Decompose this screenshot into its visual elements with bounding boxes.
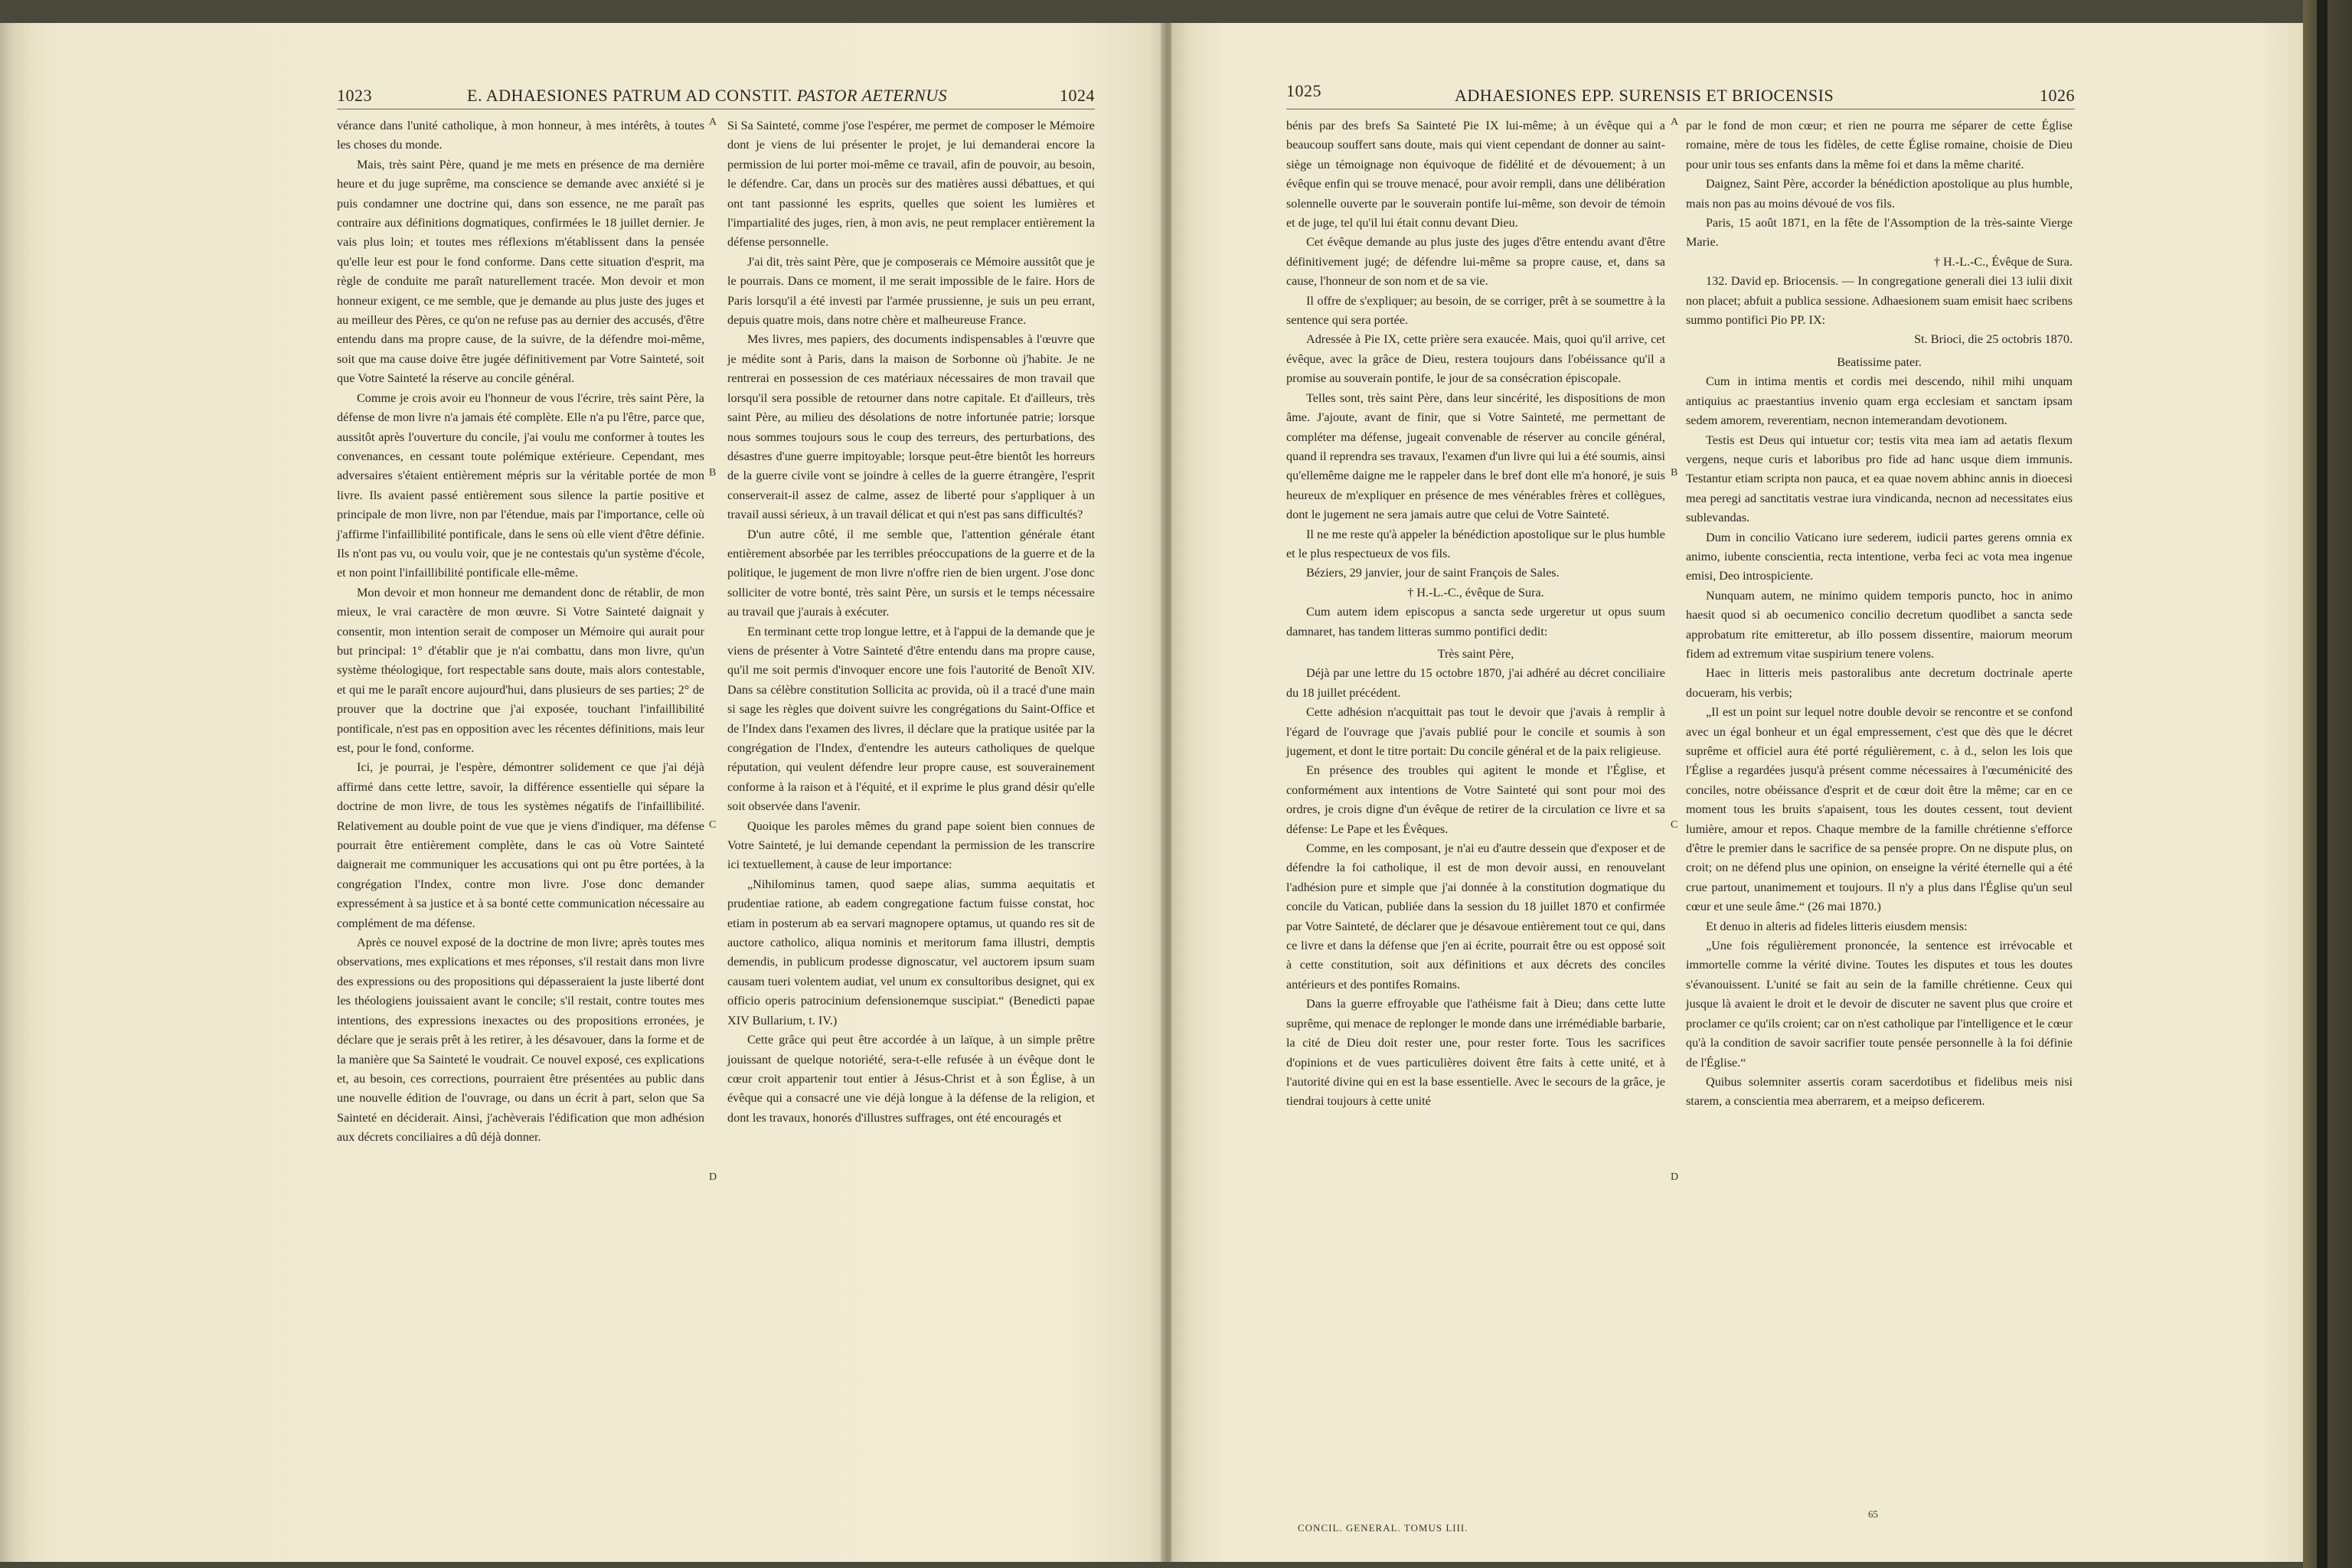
left-header-page-number-b: 1024 [1060, 86, 1095, 105]
paragraph: Daignez, Saint Père, accorder la bénédiction apostolique au plus humble, mais non pas au moins dévoué de vos fils. [1686, 177, 2073, 211]
right-page [1171, 23, 2303, 1562]
paragraph: Haec in litteris meis pastoralibus ante decretum doctrinale aperte docueram, his verbis; [1686, 666, 2073, 700]
paragraph: „Nihilominus tamen, quod saepe alias, summa aequitatis et prudentiae ratione, ab eadem congregatione factum fuisse constat, hoc etiam in posterum ab ea servari magnopere optamus, ut quando res sit de auctore catholico, aliqua nominis et meritorum fama illustri, demptis demendis, in publicum prodesse dignoscatur, vel auctorem ipsum suam causam tueri volentem audiat, vel unum ex consultoribus designet, qui ex officio operis patrocinium defensionemque suscipiat.“ (Benedicti papae XIV Bullarium, t. IV.) [727, 877, 1095, 1027]
paragraph: Nunquam autem, ne minimo quidem temporis puncto, hoc in animo haesit quod si ab oecumenico concilio decretum quodlibet a sancta sede approbatum rite emitteretur, ab illo possem dissentire, maiorum meorum fidem ad extremum vitae suspirium tenere volens. [1686, 588, 2073, 661]
paragraph: En présence des troubles qui agitent le monde et l'Église, et conformément aux intentions de Votre Sainteté qui sont pour moi des ordres, je crois digne d'un évêque de retirer de la circulation ce livre et sa défense: Le Pape et les Évêques. [1286, 763, 1665, 836]
paragraph: Quoique les paroles mêmes du grand pape soient bien connues de Votre Sainteté, je lui demande cependant la permission de les transcrire ici textuellement, à cause de leur importance: [727, 818, 1095, 872]
paragraph: En terminant cette trop longue lettre, et à l'appui de la demande que je viens de présenter à Votre Sainteté d'être entendu dans ma propre cause, qu'il me soit permis d'invoquer encore une fois l'autorité de Benoît XIV. Dans sa célèbre constitution Sollicita ac provida, où il a tracé d'une main si sage les règles que doivent suivre les congrégations du Saint-Office et de l'Index dans l'examen des livres, il déclare que la pratique usitée par la congrégation de l'Index, d'entendre les auteurs catholiques de quelque réputation, qui veulent défendre leur propre cause, est souverainement conforme à la raison et à l'équité, et il exprime le plus grand désir qu'elle soit observée dans l'avenir. [727, 624, 1095, 814]
paragraph: bénis par des brefs Sa Sainteté Pie IX lui-même; à un évêque qui a beaucoup souffert sans doute, mais qui vient cependant de donner au saint-siège un témoignage non équivoque de fidélité et de dévouement; à un évêque enfin qui se trouve menacé, pour avoir rempli, dans une délibération solennelle ouverte par le souverain pontife lui-même, son devoir de témoin et de juge, tel qu'il lui était connu devant Dieu. [1286, 119, 1665, 230]
paragraph: „Il est un point sur lequel notre double devoir se rencontre et se confond avec un égal bonheur et un égal empressement, c'est que dès que le décret suprême et officiel aura été porté régulièrement, c. à d., selon les lois que l'Église a regardées jusqu'à présent comme nécessaires à l'œcuménicité des conciles, notre obéissance d'esprit et de cœur doit être la même; car en ce moment tous les bruits s'apaisent, tous les doutes cessent, tout devient lumière, amour et repos. Chaque membre de la famille chrétienne s'efforce d'être le premier dans le sacrifice de sa pensée propre. On ne dispute plus, on croit; on ne défend plus une opinion, on enseigne la vérité éternelle qui a été crue partout, unanimement et toujours. Il n'y a plus dans l'Église qu'un seul cœur et une seule âme.“ (26 mai 1870.) [1686, 705, 2073, 914]
left-header-title-text: E. ADHAESIONES PATRUM AD CONSTIT. [467, 86, 792, 105]
paragraph: Béziers, 29 janvier, jour de saint François de Sales. [1306, 566, 1560, 580]
paragraph: Après ce nouvel exposé de la doctrine de mon livre; après toutes mes observations, mes explications et mes réponses, s'il restait dans mon livre des expressions ou des propositions qui dépasseraient la juste liberté dont les théologiens jouissaient avant le concile; s'il restait, contre toutes mes intentions, des expressions inexactes ou des propositions erronées, je déclare que je serais prêt à les retirer, à les désavouer, dans la forme et de la manière que Sa Sainteté le voudrait. Ce nouvel exposé, ces explications et, au besoin, ces corrections, pourraient être présentées au public dans une nouvelle édition de l'ouvrage, ou dans un écrit à part, selon que Sa Sainteté en déciderait. Ainsi, j'achèverais l'édification que mon adhésion aux décrets conciliaires a dû déjà donner. [337, 936, 704, 1145]
paragraph: vérance dans l'unité catholique, à mon honneur, à mes intérêts, à toutes les choses du monde. [337, 119, 704, 152]
left-header-page-number-a: 1023 [337, 86, 372, 105]
paragraph: Comme je crois avoir eu l'honneur de vous l'écrire, très saint Père, la défense de mon livre n'a jamais été complète. Elle n'a pu l'être, parce que, aussitôt après l'ouverture du concile, j'ai voulu me conformer à toutes les convenances, en cessant toute polémique extérieure. Cependant, mes adversaires s'étaient entièrement mépris sur la véritable portée de mon livre. Ils avaient passé entièrement sous silence la partie positive et principale de mon livre, non par l'étendue, mais par l'importance, celle où j'affirme l'infaillibilité pontificale, dans le sens où elle vient d'être définie. Ils n'ont pas vu, ou voulu voir, que je ne contestais qu'un système d'école, et non point l'infaillibilité pontificale elle-même. [337, 390, 704, 580]
paragraph: „Une fois régulièrement prononcée, la sentence est irrévocable et immortelle comme la vérité divine. Toutes les disputes et tous les doutes s'évanouissent. L'unité se fait au sein de la famille chrétienne. Ceux qui jusque là avaient le droit et le devoir de discuter ne savent plus que croire et proclamer ce qu'ils croient; car on n'est catholique par l'intelligence et le cœur qu'à la condition de savoir sacrifier toute pensée personnelle à la foi définie de l'Église.“ [1686, 939, 2073, 1070]
paragraph: Telles sont, très saint Père, dans leur sincérité, les dispositions de mon âme. J'ajoute, avant de finir, que si Votre Sainteté, me permettant de compléter ma défense, jugeait convenable de réserver au concile général, quand il reprendra ses travaux, l'examen d'un livre qui lui a été soumis, ainsi qu'ellemême daigne me le rappeler dans le bref dont elle m'a honoré, je suis heureux de m'expliquer en présence de mes vénérables frères et collègues, dont le jugement ne sera jamais autre que celui de Votre Sainteté. [1286, 390, 1665, 522]
paragraph: Cet évêque demande au plus juste des juges d'être entendu avant d'être définitivement jugé; de défendre lui-même sa propre cause, et, dans sa cause, l'honneur de son nom et de sa vie. [1286, 235, 1665, 289]
paragraph: J'ai dit, très saint Père, que je composerais ce Mémoire aussitôt que je le pourrais. Dans ce moment, il me serait impossible de le faire. Hors de Paris lorsqu'il a été investi par l'armée prussienne, je suis un peu errant, depuis quatre mois, dans notre chère et malheureuse France. [727, 254, 1095, 328]
paragraph: D'un autre côté, il me semble que, l'attention générale étant entièrement absorbée par les terribles préoccupations de la guerre et de la politique, le jugement de mon livre n'offre rien de bien urgent. J'ose donc solliciter de votre bonté, très saint Père, un sursis et le temps nécessaire au travail que j'aurais à exécuter. [727, 527, 1095, 619]
paragraph: Mais, très saint Père, quand je me mets en présence de ma dernière heure et du juge suprême, ma conscience se demande avec anxiété si je puis condamner une doctrine qui, dans son essence, ne me paraît pas contraire aux définitions dogmatiques, confirmées le 18 juillet dernier. Je vais plus loin; et toutes mes réflexions m'établissent dans la pensée qu'elle leur est pour le fond conforme. Dans cette situation d'esprit, ma règle de conduite me paraît naturellement tracée. Mon devoir et mon honneur exigent, ce me semble, que je demande au plus juste des juges et au meilleur des Pères, ce qu'on ne refuse pas au dernier des accusés, d'être entendu dans ma propre cause, de la suivre, de la défendre moi-même, soit que ma cause doive être jugée définitivement par Votre Sainteté, soit que Votre Sainteté la réserve au concile général. [337, 157, 705, 386]
margin-letter-b: B [709, 467, 717, 479]
right-page-footer: CONCIL. GENERAL. TOMUS LIII. [1298, 1522, 1468, 1534]
paragraph: Paris, 15 août 1871, en la fête de l'Assomption de la très-sainte Vierge Marie. [1686, 216, 2073, 250]
salutation: Très saint Père, [1437, 646, 1514, 661]
paragraph: Comme, en les composant, je n'ai eu d'autre dessein que d'exposer et de défendre la foi catholique, il est de mon devoir aussi, en renouvelant l'adhésion pure et simple que j'ai donnée à la constitution dogmatique du concile du Vatican, publiée dans la session du 18 juillet 1870 et confirmée par Votre Sainteté, de déclarer que je désavoue entièrement tout ce qui, dans ce livre et dans la défense que j'en ai écrite, pourrait être ou est opposé soit à cette constitution, soit aux définitions et aux décrets des conciles antérieurs et des pontifes Romains. [1286, 841, 1665, 991]
paragraph: Déjà par une lettre du 15 octobre 1870, j'ai adhéré au décret conciliaire du 18 juillet précédent. [1286, 666, 1665, 700]
left-header-title-italic: PASTOR AETERNUS [796, 86, 948, 105]
right-page-column-1 [1286, 116, 1665, 1112]
paragraph: Il offre de s'expliquer; au besoin, de se corriger, prêt à se soumettre à la sentence qui sera portée. [1286, 293, 1665, 328]
paragraph: Cum autem idem episcopus a sancta sede urgeretur ut opus suum damnaret, has tandem litteras summo pontifici dedit: [1286, 605, 1665, 639]
book-fore-edge [2303, 0, 2352, 1568]
left-page-column-1 [337, 116, 704, 1148]
right-margin-letter-d: D [1671, 1171, 1679, 1183]
paragraph: Ici, je pourrai, je l'espère, démontrer solidement ce que j'ai déjà affirmé dans cette lettre, savoir, la différence essentielle qui sépare la doctrine de mon livre, de tous les systèmes négatifs de l'infaillibilité. Relativement au double point de vue que je viens d'indiquer, ma défense pourrait être entièrement complète, dans le cas où Votre Sainteté daignerait me communiquer les accusations qui ont pu être portées, à la congrégation l'Index, contre mon livre. J'ose donc demander expressément à sa justice et à sa bonté cette communication nécessaire au complément de ma défense. [337, 760, 704, 930]
paragraph: Mon devoir et mon honneur me demandent donc de rétablir, de mon mieux, le vrai caractère de mon œuvre. Si Votre Sainteté daignait y consentir, mon intention serait de composer un Mémoire qui aurait pour but principal: 1° d'établir que je n'ai combattu, dans mon livre, qu'un système théologique, fort respectable sans doute, mais alors contestable, et qui me le paraît encore aujourd'hui, dans plusieurs de ses parties; 2° de prouver que la doctrine que j'ai exposée, touchant l'infaillibilité pontificale, n'est pas en opposition avec les récentes définitions, mais leur est, pour le fond, conforme. [337, 585, 704, 755]
paragraph: Mes livres, mes papiers, des documents indispensables à l'œuvre que je médite sont à Paris, dans la maison de Sorbonne où j'habite. Je ne rentrerai en possession de ces matériaux nécessaires de mon travail que lorsqu'il sera possible de retourner dans notre capitale. Et d'ailleurs, très saint Père, au milieu des désolations de notre infortunée patrie; lorsque nous sommes toujours sous le coup des terreurs, des perturbations, des désastres d'une guerre impitoyable; lorsque peut-être bientôt les horreurs de la guerre civile vont se joindre à celles de la guerre étrangère, l'esprit conserverait-il assez de calme, assez de liberté pour s'appliquer à un travail aussi sérieux, à un travail délicat et qui n'est pas sans difficultés? [727, 332, 1095, 522]
signature-number: 65 [1868, 1508, 1878, 1520]
paragraph: Testis est Deus qui intuetur cor; testis vita mea iam ad aetatis flexum vergens, neque curis et laboribus pro fide ad hanc usque diem immunis. Testantur etiam scripta non pauca, et ea quae novem abhinc annis in dioecesi mea peregi ad sanctitatis vestrae iura vindicanda, necnon ad necessitates eius sublevandas. [1686, 433, 2073, 525]
right-header-title: ADHAESIONES EPP. SURENSIS ET BRIOCENSIS [1455, 86, 1834, 105]
margin-letter-a: A [709, 116, 717, 128]
paragraph: Dum in concilio Vaticano iure sederem, iudicii partes gerens omnia ex animo, iubente conscientia, recta intentione, verba feci ac vota mea ingenue emisi, Deo introspiciente. [1686, 530, 2073, 583]
left-header-title [467, 86, 947, 106]
paragraph: 132. David ep. Briocensis. — In congregatione generali diei 13 iulii dixit non placet; abfuit a publica sessione. Adhaesionem suam emisit haec scribens summo pontifici Pio PP. IX: [1686, 274, 2073, 328]
paragraph: Cette adhésion n'acquittait pas tout le devoir que j'avais à remplir à l'égard de l'ouvrage que j'avais publié pour le concile et soumis à son jugement, et dont le titre portait: Du concile général et de la paix religieuse. [1286, 705, 1665, 758]
paragraph: par le fond de mon cœur; et rien ne pourra me séparer de cette Église romaine, mère de tous les fidèles, de cette Église romaine, choisie de Dieu pour unir tous ses enfants dans la même foi et dans la même charité. [1686, 119, 2073, 172]
margin-letter-c: C [709, 819, 717, 831]
right-header-page-number-a: 1025 [1286, 81, 1321, 100]
margin-letter-d: D [709, 1171, 717, 1183]
right-margin-letter-a: A [1671, 116, 1679, 128]
signature: † H.-L.-C., Évêque de Sura. [1933, 254, 2073, 269]
right-running-header [1286, 70, 2075, 109]
paragraph: Quibus solemniter assertis coram sacerdotibus et fidelibus meis nisi starem, a conscientia mea aberrarem, et a meipso deficerem. [1686, 1074, 2073, 1109]
left-running-header [337, 70, 1095, 109]
signature: St. Brioci, die 25 octobris 1870. [1914, 332, 2073, 347]
signature: † H.-L.-C., évêque de Sura. [1407, 585, 1544, 599]
paragraph: Si Sa Sainteté, comme j'ose l'espérer, me permet de composer le Mémoire dont je viens de lui présenter le projet, je lui demanderai encore la permission de lui porter moi-même ce travail, afin de pouvoir, au besoin, le défendre. Car, dans un procès sur des matières aussi débattues, et qui ont tant passionné les esprits, quelles que soient les lumières et l'impartialité des juges, rien, à mon avis, ne peut remplacer entièrement la défense personnelle. [727, 119, 1095, 250]
paragraph: Il ne me reste qu'à appeler la bénédiction apostolique sur le plus humble et le plus respectueux de vos fils. [1286, 527, 1665, 560]
right-margin-letter-c: C [1671, 819, 1678, 831]
paragraph: Dans la guerre effroyable que l'athéisme fait à Dieu; dans cette lutte suprême, qui menace de replonger le monde dans une irrémédiable barbarie, la cité de Dieu doit rester une, pour rester forte. Tous les sacrifices d'opinions et de vues particulières doivent être faits à cette unité, et à l'autorité divine qui en est la base essentielle. Avec le secours de la grâce, je tiendrai toujours à cette unité [1286, 997, 1665, 1109]
salutation: Beatissime pater. [1837, 354, 1922, 369]
paragraph: Adressée à Pie IX, cette prière sera exaucée. Mais, quoi qu'il arrive, cet évêque, avec la grâce de Dieu, restera toujours dans l'obéissance qu'il a promise au souverain pontife, le jour de sa consécration épiscopale. [1286, 332, 1665, 386]
right-margin-letter-b: B [1671, 467, 1678, 479]
paragraph: Cette grâce qui peut être accordée à un laïque, à un simple prêtre jouissant de quelque notoriété, sera-t-elle refusée à un évêque dont le cœur croit appartenir tout entier à Jésus-Christ et à son Église, à un évêque qui a consacré une vie déjà longue à la défense de la religion, et dont les travaux, honorés d'illustres suffrages, ont été encouragés et [727, 1033, 1095, 1125]
paragraph: Et denuo in alteris ad fideles litteris eiusdem mensis: [1706, 919, 1968, 933]
right-page-column-2 [1686, 116, 2073, 1112]
left-page-column-2 [727, 116, 1095, 1128]
right-header-page-number-b: 1026 [2040, 86, 2075, 105]
paragraph: Cum in intima mentis et cordis mei descendo, nihil mihi unquam antiquius ac praestantius invenio quam erga ecclesiam et sanctam ipsam sedem amorem, reverentiam, necnon intemerandam devotionem. [1686, 374, 2073, 428]
left-page [0, 23, 1165, 1562]
